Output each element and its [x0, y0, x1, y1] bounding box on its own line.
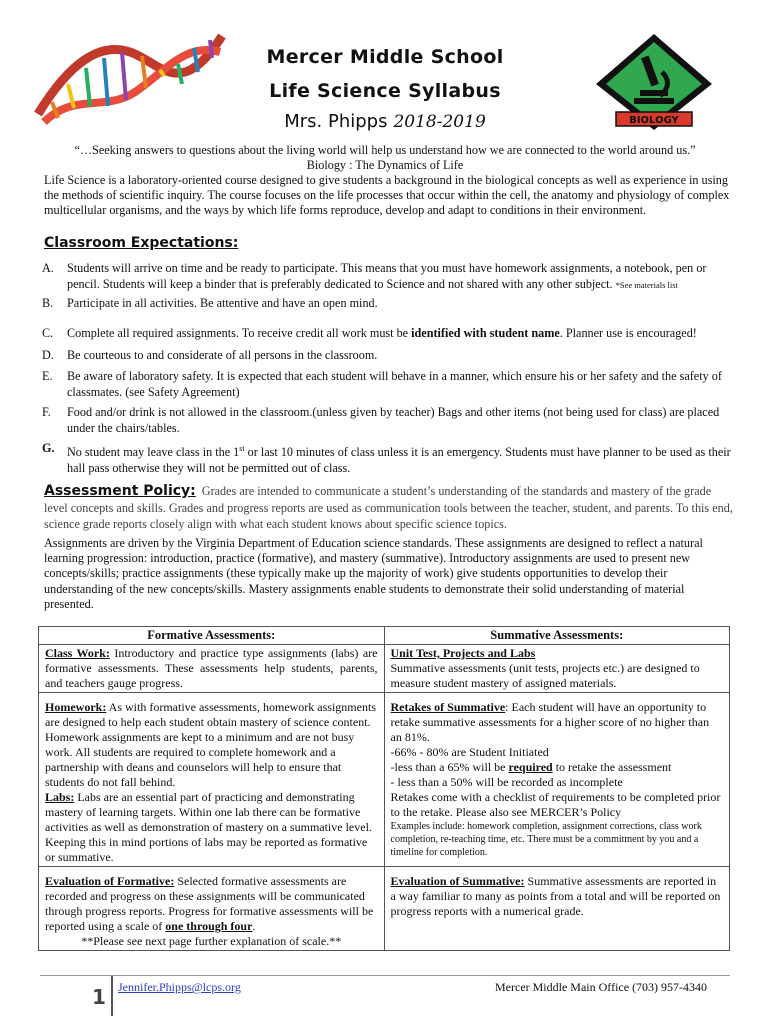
retake-line-2 — [391, 760, 724, 775]
teacher-name: Mrs. Phipps — [284, 111, 388, 132]
footer-divider — [40, 975, 730, 976]
retakes-cell — [384, 693, 730, 867]
expectation-f-label: F. — [42, 405, 51, 419]
homework-label: Homework: — [45, 700, 107, 714]
summative-header: Summative Assessments: — [384, 627, 730, 645]
intro-quote: “…Seeking answers to questions about the living world will help us understand how we are connected to the world around us.” — [74, 143, 696, 157]
expectation-c-label: C. — [42, 326, 54, 340]
course-description: Life Science is a laboratory-oriented course designed to give students a background in the biological concepts as well as experience in using the methods of scientific inquiry. The course focuses on the life processes that occur within the cell, the anatomy and physiology of complex multicellular organisms, and the ways by which life forms reproduce, develop and adapt to conditions in their environment. — [44, 173, 730, 218]
eval-summative-text: Summative assessments are reported in a way familiar to many as points from a total and will be reported on progress reports with a numerical grade. — [390, 874, 721, 918]
course-title: Life Science Syllabus — [269, 80, 501, 102]
expectation-c — [42, 326, 732, 342]
expectation-d-label: D. — [42, 348, 54, 362]
assessment-heading: Assessment Policy: — [44, 483, 196, 499]
homework-labs-cell — [39, 693, 385, 867]
unit-test-cell — [384, 645, 730, 693]
expectation-g-sup: st — [239, 444, 245, 453]
assessment-body: Assignments are driven by the Virginia Department of Education science standards. These assignments are designed to reflect a natural learning progression: introduction, practice (formative), and mastery (summative). Introductory assignments are used to present new concepts/skills; practice assignments (these typically make up the majority of work) give students opportunities to develop their understanding of the new concepts/skills. Mastery assignments enable students to demonstrate their solid understanding of material presented. — [44, 536, 703, 611]
eval-formative-note: **Please see next page further explanation of scale.** — [81, 934, 342, 948]
unit-test-label: Unit Test, Projects and Labs — [390, 646, 536, 660]
materials-note: *See materials list — [615, 279, 678, 290]
expectation-d — [42, 348, 732, 364]
teacher-line — [0, 111, 770, 132]
eval-formative-end: . — [252, 919, 256, 933]
expectation-e-text: Be aware of laboratory safety. It is expected that each student will behave in a manner, which ensure his or her safety and the safety of classmates. (see Safety Agreement) — [67, 369, 722, 399]
school-year: 2018-2019 — [393, 112, 486, 132]
expectation-c-text-1: Complete all required assignments. To receive credit all work must be — [67, 326, 412, 340]
expectation-g — [42, 441, 732, 476]
expectation-c-text-2: . Planner use is encouraged! — [559, 326, 697, 340]
labs-label: Labs: — [45, 790, 75, 804]
retakes-label: Retakes of Summative — [390, 700, 506, 714]
classwork-text: Introductory and practice type assignments (labs) are formative assessments. These assessments help students, parents, and teachers gauge progress. — [45, 646, 378, 690]
eval-formative-text: Selected formative assessments are recorded and progress on these assignments will be communicated through progress reports. Progress for formative assessments will be reported using a scale of — [45, 874, 374, 933]
expectations-heading: Classroom Expectations: — [44, 235, 239, 251]
retake-line-3: - less than a 50% will be recorded as incomplete — [390, 775, 623, 789]
classwork-cell — [39, 645, 385, 693]
expectation-e — [42, 369, 732, 400]
homework-text: As with formative assessments, homework assignments are designed to help each student obtain mastery of science content. Homework assignments are kept to a minimum and are not busy work. All students are required to complete homework and a partnership with deans and counselors will help to ensure that students do not fall behind. — [45, 700, 376, 789]
retake-line-2c: to retake the assessment — [552, 760, 672, 774]
labs-text: Labs are an essential part of practicing and demonstrating mastery of learning targets. Within one lab there can be formative activities as well as demonstration of mastery on a summative level. Keeping this in mind portions of labs may be reported as formative or summative. — [45, 790, 372, 864]
retake-line-2b: required — [508, 760, 553, 774]
expectation-g-text-2: or last 10 minutes of class unless it is an emergency. Students must have planner to be used as their hall pass otherwise they will not be permitted out of class. — [67, 445, 731, 475]
retake-line-4: Retakes come with a checklist of requirements to be completed prior to the retake. Please also see MERCER’s Policy — [390, 790, 721, 819]
teacher-email-link[interactable]: Jennifer.Phipps@lcps.org — [118, 980, 241, 994]
expectation-b-text: Participate in all activities. Be attentive and have an open mind. — [67, 296, 378, 310]
classwork-label: Class Work: — [45, 646, 110, 660]
expectation-g-label: G. — [42, 441, 55, 455]
expectation-e-label: E. — [42, 369, 53, 383]
eval-summative-label: Evaluation of Summative: — [390, 874, 525, 888]
eval-formative-cell — [39, 867, 385, 951]
eval-formative-scale: one through four — [165, 919, 253, 933]
expectation-f-text: Food and/or drink is not allowed in the classroom.(unless given by teacher) Bags and other items (not being used for class) are placed under the chairs/tables. — [67, 405, 720, 435]
assessment-intro-text: Grades are intended to communicate a student’s understanding of the standards and mastery of the grade level concepts and skills. Grades and progress reports are used as communication tools between the teacher, student, and parents. To this end, science grade reports closely align with what each student knows about specific science topics. — [44, 484, 733, 531]
expectation-a-label: A. — [42, 261, 54, 275]
retake-line-1: -66% - 80% are Student Initiated — [390, 745, 549, 759]
expectation-b-label: B. — [42, 296, 54, 310]
retake-line-2a: -less than a 65% will be — [390, 760, 509, 774]
page-number: 1 — [92, 985, 106, 1009]
badge-label: BIOLOGY — [629, 115, 679, 126]
main-office-phone: Mercer Middle Main Office (703) 957-4340 — [495, 980, 708, 994]
eval-summative-cell — [384, 867, 730, 951]
eval-formative-label: Evaluation of Formative: — [45, 874, 175, 888]
footer-vertical-bar — [111, 976, 113, 1016]
formative-header: Formative Assessments: — [39, 627, 385, 645]
unit-test-text: Summative assessments (unit tests, projects etc.) are designed to measure student mastery of assigned materials. — [390, 661, 700, 690]
expectation-a — [42, 261, 732, 293]
intro-subtitle: Biology : The Dynamics of Life — [306, 158, 464, 172]
expectation-g-text-1: No student may leave class in the 1 — [67, 445, 240, 460]
expectation-d-text: Be courteous to and considerate of all persons in the classroom. — [67, 348, 378, 362]
retake-examples: Examples include: homework completion, assignment corrections, class work completion, re-teaching time, etc. There must be a commitment by you and a timeline for completion. — [390, 821, 702, 858]
expectation-a-text: Students will arrive on time and be ready to participate. This means that you must have homework assignments, a notebook, pen or pencil. Students will keep a binder that is preferably dedicated to Science and not shared with any other subject. — [67, 261, 707, 291]
assessment-intro — [44, 483, 734, 533]
retakes-text: : Each student will have an opportunity to retake summative assessments for a higher score of no higher than an 81%. — [390, 700, 710, 744]
assessment-table — [38, 626, 730, 951]
expectation-b — [42, 296, 732, 312]
expectation-c-bold: identified with student name — [411, 326, 560, 340]
expectation-f — [42, 405, 732, 436]
school-title: Mercer Middle School — [266, 46, 504, 68]
